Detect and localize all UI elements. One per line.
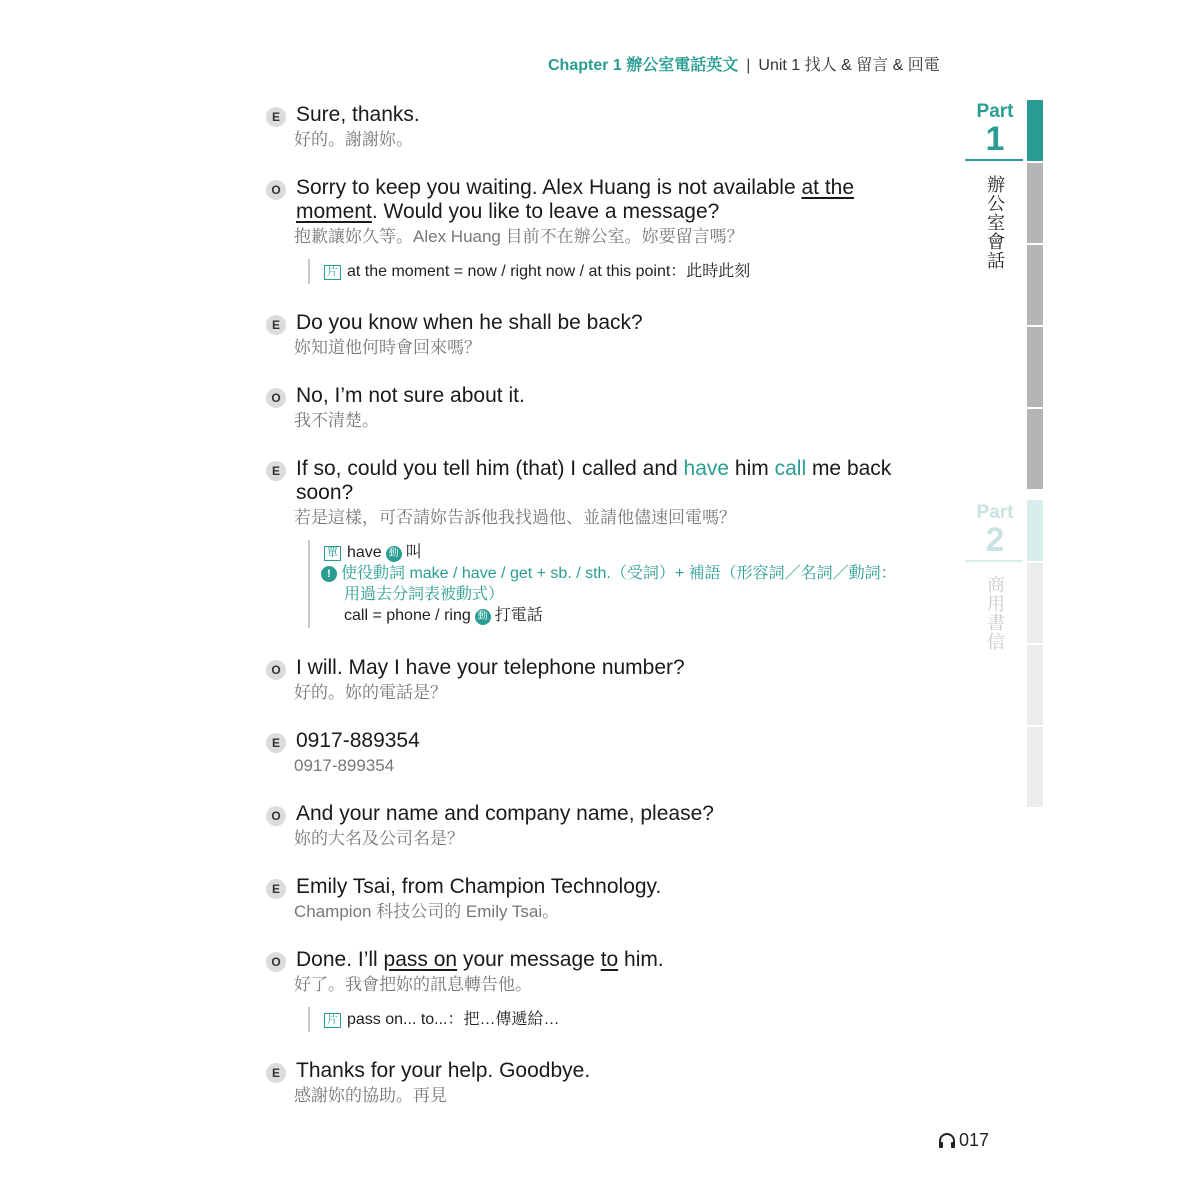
speaker-badge: E xyxy=(266,733,286,753)
speaker-badge: O xyxy=(266,806,286,826)
highlight-word: have xyxy=(683,457,730,480)
chinese-text: 妳的大名及公司名是？ xyxy=(294,829,464,848)
part1-tab[interactable] xyxy=(1027,409,1043,489)
verb-pos-badge: 動 xyxy=(386,546,402,562)
phrase-underline: moment xyxy=(296,200,372,223)
vocab-note xyxy=(308,259,946,284)
part2-tab[interactable] xyxy=(1027,645,1043,725)
highlight-word: call xyxy=(774,457,807,480)
part2-tab[interactable] xyxy=(1027,563,1043,643)
word-tag: 單 xyxy=(324,546,341,561)
vocab-word: have xyxy=(347,544,382,561)
grammar-tip-cont: 用過去分詞表被動式） xyxy=(344,586,505,603)
alert-icon: ! xyxy=(321,566,337,582)
chinese-text: Champion 科技公司的 Emily Tsai。 xyxy=(294,902,560,921)
part2-label: Part 2 xyxy=(976,502,1014,559)
speaker-badge: O xyxy=(266,388,286,408)
part2-tab[interactable] xyxy=(1027,727,1043,807)
part1-tab[interactable] xyxy=(1027,245,1043,325)
part1-active-tab[interactable] xyxy=(1027,100,1043,161)
english-text: And your name and company name, please? xyxy=(296,802,714,825)
phrase-underline: pass on xyxy=(383,948,458,971)
chinese-text: 感謝妳的協助。再見 xyxy=(294,1086,447,1105)
dialog-line xyxy=(266,384,946,433)
part1-tab[interactable] xyxy=(1027,327,1043,407)
chinese-text: 若是這樣，可否請妳告訴他我找過他、並請他儘速回電嗎？ xyxy=(294,508,736,527)
verb-pos-badge: 動 xyxy=(475,609,491,625)
english-text: Emily Tsai, from Champion Technology. xyxy=(296,875,662,898)
chinese-text: 好的。謝謝妳。 xyxy=(294,130,413,149)
dialog-line xyxy=(266,875,946,924)
vocab-word: call = phone / ring xyxy=(344,607,471,624)
vocab-note xyxy=(308,540,946,628)
part1-label: Part 1 xyxy=(976,101,1014,158)
speaker-badge: O xyxy=(266,180,286,200)
chinese-text: 好的。妳的電話是？ xyxy=(294,683,447,702)
part2-active-tab[interactable] xyxy=(1027,500,1043,561)
header-separator: | xyxy=(746,57,751,74)
page-footer xyxy=(938,1130,989,1151)
part2-rule xyxy=(965,560,1023,562)
english-text: Do you know when he shall be back? xyxy=(296,311,643,334)
phrase-tag: 片 xyxy=(324,1013,341,1028)
english-text: I will. May I have your telephone number? xyxy=(296,656,685,679)
speaker-badge: E xyxy=(266,107,286,127)
part1-title: 辦公室會話 xyxy=(987,175,1005,271)
dialog-line xyxy=(266,457,946,628)
headphones-icon[interactable] xyxy=(938,1132,956,1148)
dialog-line xyxy=(266,802,946,851)
vocab-meaning: 叫 xyxy=(405,544,422,561)
part2-title: 商用書信 xyxy=(987,575,1005,652)
english-text: If so, could you tell him (that) I called and have him call me back soon? xyxy=(296,457,892,504)
vocab-note xyxy=(308,1007,946,1032)
english-text: Sure, thanks. xyxy=(296,103,420,126)
speaker-badge: O xyxy=(266,952,286,972)
english-text: No, I’m not sure about it. xyxy=(296,384,525,407)
phrase-tag: 片 xyxy=(324,265,341,280)
dialog-line xyxy=(266,656,946,705)
part1-tab[interactable] xyxy=(1027,163,1043,243)
chapter-title: Chapter 1 辦公室電話英文 xyxy=(548,57,739,74)
chinese-text: 0917-899354 xyxy=(294,756,395,775)
chinese-text: 我不清楚。 xyxy=(294,411,379,430)
phrase-underline: at the xyxy=(801,176,855,199)
chinese-text: 好了。我會把妳的訊息轉告他。 xyxy=(294,975,532,994)
speaker-badge: E xyxy=(266,315,286,335)
note-text: at the moment = now / right now / at this point：此時此刻 xyxy=(347,263,751,280)
dialog-line xyxy=(266,729,946,778)
speaker-badge: E xyxy=(266,1063,286,1083)
grammar-tip: 使役動詞 make / have / get + sb. / sth.（受詞）+ 補語（形容詞／名詞／動詞： xyxy=(341,565,897,582)
chinese-text: 妳知道他何時會回來嗎？ xyxy=(294,338,481,357)
dialog-line xyxy=(266,103,946,152)
running-header xyxy=(548,52,940,75)
dialog-line xyxy=(266,948,946,1032)
note-text: pass on... to...：把…傳遞給… xyxy=(347,1011,560,1028)
english-text: Done. I’ll pass on your message to him. xyxy=(296,948,664,971)
speaker-badge: E xyxy=(266,461,286,481)
chinese-text: 抱歉讓妳久等。Alex Huang 目前不在辦公室。妳要留言嗎？ xyxy=(294,227,744,246)
dialog-line xyxy=(266,1059,946,1108)
page-number: 017 xyxy=(959,1130,990,1150)
dialog-line xyxy=(266,311,946,360)
english-text: Thanks for your help. Goodbye. xyxy=(296,1059,591,1082)
vocab-meaning: 打電話 xyxy=(494,607,543,624)
part1-rule xyxy=(965,159,1023,161)
speaker-badge: E xyxy=(266,879,286,899)
speaker-badge: O xyxy=(266,660,286,680)
dialog-line xyxy=(266,176,946,284)
english-text: 0917-889354 xyxy=(296,729,420,752)
unit-title: Unit 1 找人 & 留言 & 回電 xyxy=(758,57,940,74)
phrase-underline: to xyxy=(600,948,619,971)
english-text: Sorry to keep you waiting. Alex Huang is not available at the moment. Would you like to leave a message? xyxy=(296,176,855,223)
